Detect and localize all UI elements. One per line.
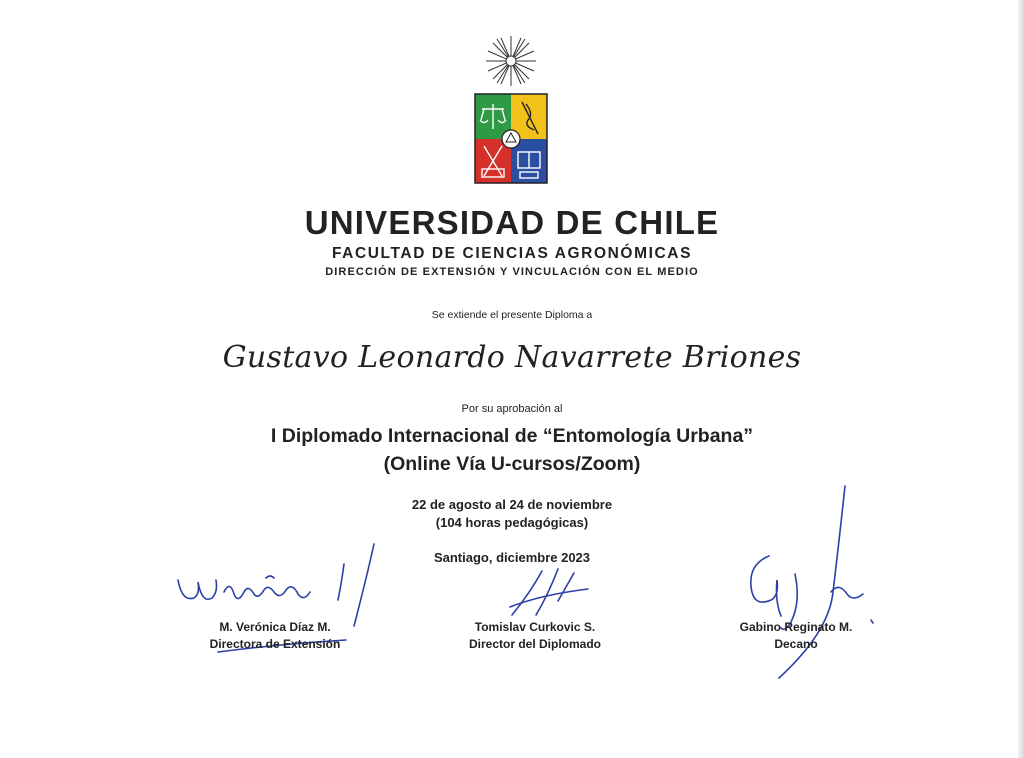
signer-name: M. Verónica Díaz M. bbox=[219, 620, 331, 634]
program-modality: (Online Vía U-cursos/Zoom) bbox=[383, 453, 641, 475]
place-date: Santiago, diciembre 2023 bbox=[433, 550, 591, 565]
signer-title: Decano bbox=[774, 637, 818, 651]
recipient-name: Gustavo Leonardo Navarrete Briones bbox=[222, 340, 802, 375]
signature-right-icon bbox=[735, 482, 885, 687]
signer-title: Directora de Extensión bbox=[209, 637, 341, 651]
signature-block-middle bbox=[425, 619, 645, 653]
program-title: I Diplomado Internacional de “Entomología Urbana” bbox=[270, 425, 754, 447]
signer-name: Tomislav Curkovic S. bbox=[474, 620, 596, 634]
signer-name: Gabino Reginato M. bbox=[739, 620, 853, 634]
department-subtitle: DIRECCIÓN DE EXTENSIÓN Y VINCULACIÓN CON EL MEDIO bbox=[325, 266, 699, 278]
approval-text: Por su aprobación al bbox=[461, 403, 563, 415]
program-hours: (104 horas pedagógicas) bbox=[435, 515, 589, 530]
program-dates: 22 de agosto al 24 de noviembre bbox=[411, 497, 613, 512]
seal-icon bbox=[470, 34, 552, 186]
signature-block-left bbox=[165, 619, 385, 653]
signature-middle-icon bbox=[500, 565, 600, 625]
signer-title: Director del Diplomado bbox=[468, 637, 602, 651]
page-edge bbox=[1018, 0, 1024, 758]
signature-block-right bbox=[686, 619, 906, 653]
faculty-subtitle: FACULTAD DE CIENCIAS AGRONÓMICAS bbox=[331, 245, 693, 262]
university-title: UNIVERSIDAD DE CHILE bbox=[304, 204, 720, 241]
intro-text: Se extiende el presente Diploma a bbox=[431, 309, 593, 321]
